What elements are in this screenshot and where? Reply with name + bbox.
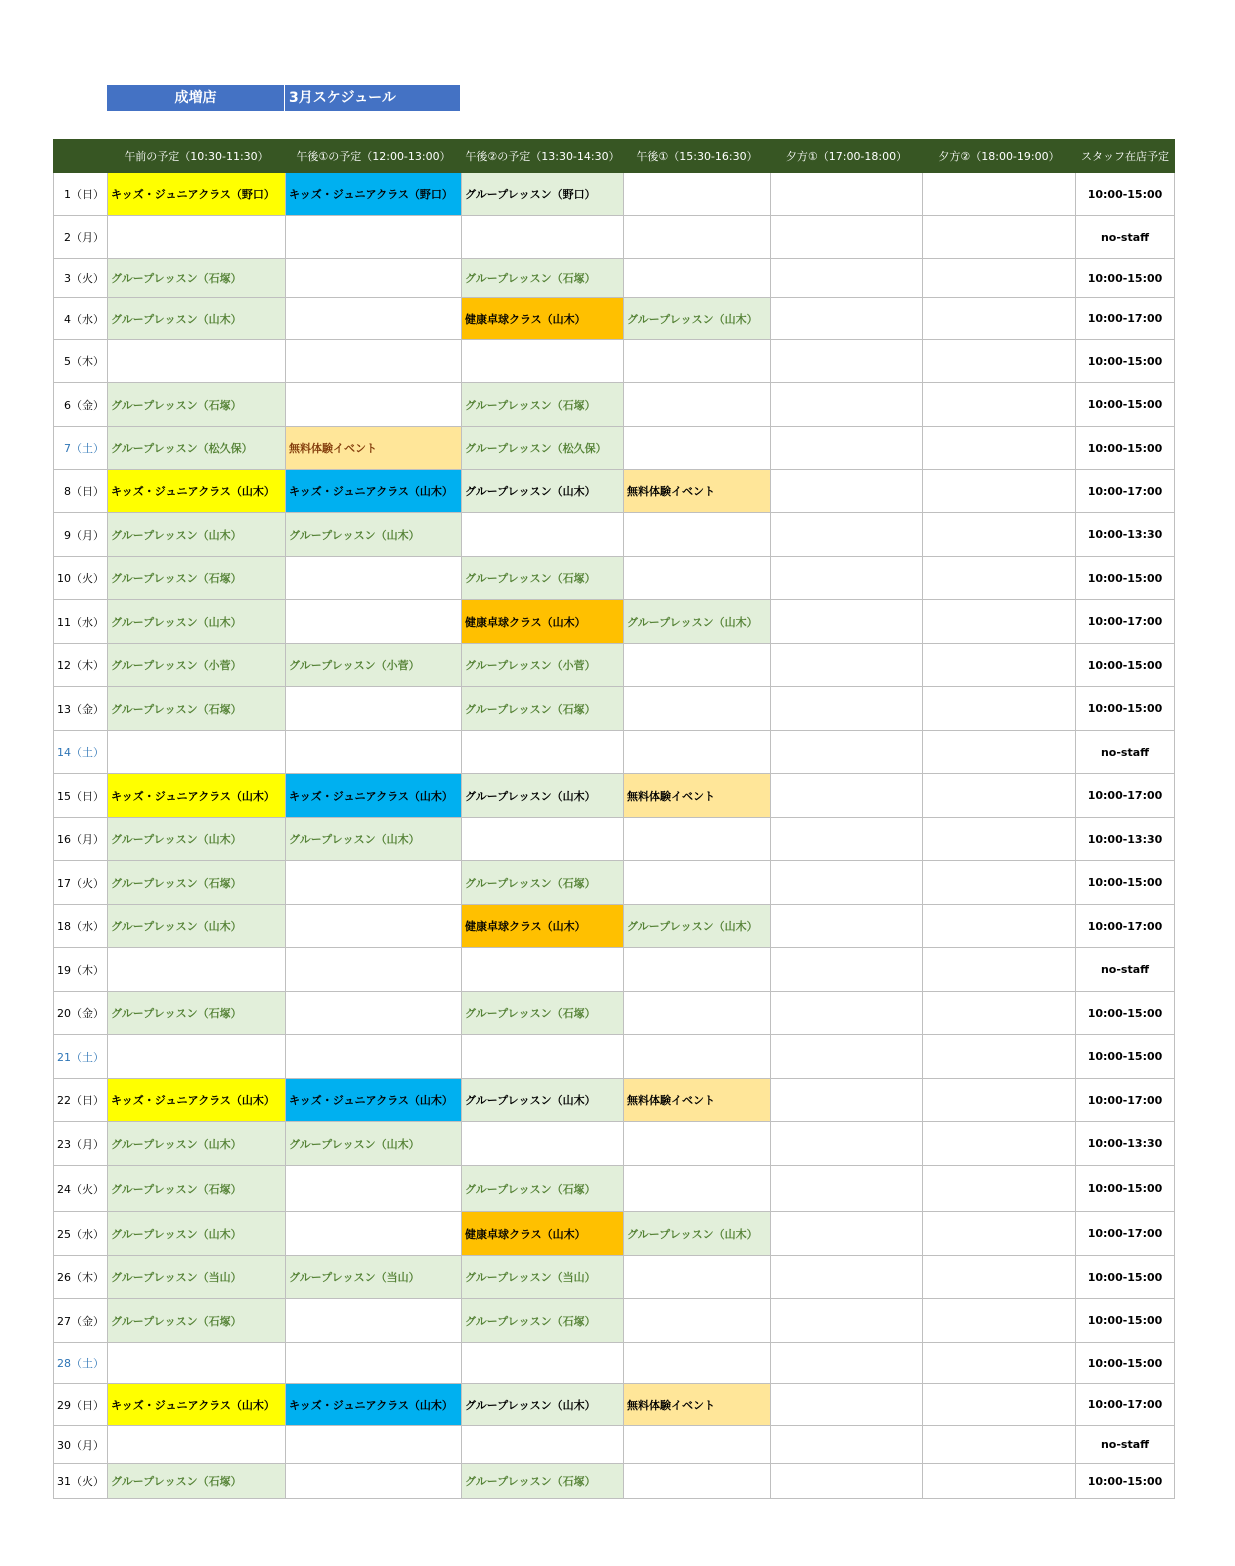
slot-cell: 健康卓球クラス（山木） (462, 1212, 624, 1256)
slot-cell: グループレッスン（山木） (286, 818, 462, 861)
slot-cell (771, 340, 923, 383)
table-row (54, 1256, 1175, 1299)
slot-cell: 健康卓球クラス（山木） (462, 298, 624, 340)
table-row (54, 298, 1175, 340)
slot-cell: グループレッスン（石塚） (462, 992, 624, 1035)
slot-cell (624, 513, 771, 557)
slot-cell (624, 731, 771, 774)
staff-hours-cell: 10:00-17:00 (1076, 298, 1175, 340)
slot-cell (286, 1426, 462, 1464)
table-row (54, 687, 1175, 731)
slot-cell (624, 1299, 771, 1343)
slot-cell (923, 1426, 1076, 1464)
slot-cell (624, 948, 771, 992)
staff-hours-cell: 10:00-15:00 (1076, 1343, 1175, 1384)
slot-cell (923, 600, 1076, 644)
staff-hours-cell: 10:00-15:00 (1076, 383, 1175, 427)
slot-cell (286, 340, 462, 383)
header-row (54, 140, 1175, 173)
day-cell: 15（日） (54, 774, 108, 818)
slot-cell (624, 1122, 771, 1166)
slot-cell: キッズ・ジュニアクラス（山木） (286, 1079, 462, 1122)
staff-hours-cell: 10:00-13:30 (1076, 513, 1175, 557)
table-row (54, 992, 1175, 1035)
slot-cell: グループレッスン（山木） (462, 1384, 624, 1426)
slot-cell (624, 1343, 771, 1384)
slot-cell (771, 992, 923, 1035)
day-cell: 30（月） (54, 1426, 108, 1464)
slot-cell (771, 644, 923, 687)
slot-cell (108, 1426, 286, 1464)
slot-cell (771, 905, 923, 948)
slot-cell (771, 818, 923, 861)
slot-cell (286, 600, 462, 644)
slot-cell (923, 731, 1076, 774)
day-cell: 5（木） (54, 340, 108, 383)
staff-hours-cell: no-staff (1076, 216, 1175, 259)
slot-cell: グループレッスン（石塚） (462, 861, 624, 905)
slot-cell: グループレッスン（石塚） (462, 1464, 624, 1499)
slot-cell (624, 173, 771, 216)
slot-cell: グループレッスン（小菅） (108, 644, 286, 687)
table-row (54, 600, 1175, 644)
slot-cell (286, 1166, 462, 1212)
slot-cell (923, 427, 1076, 470)
day-cell: 10（火） (54, 557, 108, 600)
staff-hours-cell: 10:00-17:00 (1076, 600, 1175, 644)
table-row (54, 1426, 1175, 1464)
slot-cell: 無料体験イベント (624, 1079, 771, 1122)
table-row (54, 905, 1175, 948)
table-row (54, 1464, 1175, 1499)
slot-cell (771, 259, 923, 298)
slot-cell (286, 259, 462, 298)
staff-hours-cell: no-staff (1076, 731, 1175, 774)
slot-cell (108, 340, 286, 383)
table-row (54, 470, 1175, 513)
day-cell: 26（木） (54, 1256, 108, 1299)
slot-cell (771, 731, 923, 774)
header-morning: 午前の予定（10:30-11:30） (108, 140, 286, 173)
slot-cell (923, 1166, 1076, 1212)
table-row (54, 644, 1175, 687)
staff-hours-cell: 10:00-17:00 (1076, 470, 1175, 513)
table-row (54, 1166, 1175, 1212)
staff-hours-cell: 10:00-15:00 (1076, 992, 1175, 1035)
table-row (54, 1212, 1175, 1256)
day-cell: 31（火） (54, 1464, 108, 1499)
staff-hours-cell: 10:00-15:00 (1076, 173, 1175, 216)
schedule-body (54, 173, 1175, 1499)
slot-cell: グループレッスン（石塚） (462, 1166, 624, 1212)
slot-cell (771, 861, 923, 905)
slot-cell (923, 1384, 1076, 1426)
slot-cell: キッズ・ジュニアクラス（山木） (108, 1384, 286, 1426)
day-cell: 8（日） (54, 470, 108, 513)
slot-cell (108, 948, 286, 992)
slot-cell (624, 818, 771, 861)
staff-hours-cell: no-staff (1076, 948, 1175, 992)
staff-hours-cell: 10:00-15:00 (1076, 1256, 1175, 1299)
staff-hours-cell: 10:00-15:00 (1076, 427, 1175, 470)
slot-cell (923, 687, 1076, 731)
slot-cell: グループレッスン（石塚） (108, 687, 286, 731)
slot-cell (624, 340, 771, 383)
slot-cell: キッズ・ジュニアクラス（山木） (286, 1384, 462, 1426)
slot-cell (923, 1212, 1076, 1256)
table-row (54, 818, 1175, 861)
slot-cell (286, 1299, 462, 1343)
slot-cell: グループレッスン（山木） (286, 1122, 462, 1166)
slot-cell: グループレッスン（当山） (462, 1256, 624, 1299)
header-afternoon-1: 午後①の予定（12:00-13:00） (286, 140, 462, 173)
slot-cell (771, 470, 923, 513)
day-cell: 6（金） (54, 383, 108, 427)
slot-cell: グループレッスン（石塚） (462, 259, 624, 298)
day-cell: 12（木） (54, 644, 108, 687)
staff-hours-cell: 10:00-17:00 (1076, 774, 1175, 818)
slot-cell (771, 1035, 923, 1079)
slot-cell: グループレッスン（小菅） (286, 644, 462, 687)
table-row (54, 259, 1175, 298)
day-cell: 22（日） (54, 1079, 108, 1122)
slot-cell (771, 1079, 923, 1122)
slot-cell (923, 1299, 1076, 1343)
slot-cell (923, 905, 1076, 948)
slot-cell: グループレッスン（石塚） (462, 1299, 624, 1343)
slot-cell: グループレッスン（山木） (108, 513, 286, 557)
slot-cell (286, 992, 462, 1035)
staff-hours-cell: 10:00-17:00 (1076, 1212, 1175, 1256)
slot-cell: キッズ・ジュニアクラス（野口） (286, 173, 462, 216)
slot-cell (624, 644, 771, 687)
slot-cell (771, 557, 923, 600)
slot-cell: 無料体験イベント (624, 1384, 771, 1426)
slot-cell (771, 298, 923, 340)
slot-cell (771, 216, 923, 259)
slot-cell (771, 1299, 923, 1343)
slot-cell: グループレッスン（石塚） (108, 557, 286, 600)
day-cell: 9（月） (54, 513, 108, 557)
day-cell: 4（水） (54, 298, 108, 340)
slot-cell (286, 948, 462, 992)
slot-cell (462, 818, 624, 861)
day-cell: 27（金） (54, 1299, 108, 1343)
header-evening-1: 夕方①（17:00-18:00） (771, 140, 923, 173)
slot-cell: 無料体験イベント (624, 774, 771, 818)
slot-cell (923, 818, 1076, 861)
slot-cell: グループレッスン（石塚） (462, 557, 624, 600)
slot-cell (286, 861, 462, 905)
slot-cell (771, 1166, 923, 1212)
slot-cell (624, 992, 771, 1035)
slot-cell (923, 557, 1076, 600)
day-cell: 14（土） (54, 731, 108, 774)
slot-cell (771, 687, 923, 731)
slot-cell (624, 687, 771, 731)
slot-cell: キッズ・ジュニアクラス（野口） (108, 173, 286, 216)
slot-cell: グループレッスン（山木） (624, 600, 771, 644)
slot-cell: グループレッスン（野口） (462, 173, 624, 216)
slot-cell (624, 1035, 771, 1079)
slot-cell: グループレッスン（山木） (624, 905, 771, 948)
slot-cell (771, 1384, 923, 1426)
slot-cell (108, 731, 286, 774)
table-row (54, 1299, 1175, 1343)
slot-cell (771, 427, 923, 470)
slot-cell (923, 861, 1076, 905)
slot-cell: グループレッスン（石塚） (108, 1166, 286, 1212)
slot-cell: キッズ・ジュニアクラス（山木） (108, 774, 286, 818)
slot-cell (624, 861, 771, 905)
staff-hours-cell: 10:00-15:00 (1076, 340, 1175, 383)
slot-cell (923, 1256, 1076, 1299)
table-row (54, 1079, 1175, 1122)
slot-cell (462, 513, 624, 557)
slot-cell (923, 513, 1076, 557)
staff-hours-cell: 10:00-15:00 (1076, 557, 1175, 600)
staff-hours-cell: 10:00-15:00 (1076, 1166, 1175, 1212)
slot-cell (923, 259, 1076, 298)
staff-hours-cell: 10:00-15:00 (1076, 1299, 1175, 1343)
slot-cell: グループレッスン（松久保） (462, 427, 624, 470)
table-row (54, 383, 1175, 427)
slot-cell (286, 731, 462, 774)
day-cell: 11（水） (54, 600, 108, 644)
staff-hours-cell: 10:00-17:00 (1076, 1384, 1175, 1426)
slot-cell (771, 1212, 923, 1256)
slot-cell (923, 1079, 1076, 1122)
slot-cell: グループレッスン（石塚） (108, 861, 286, 905)
slot-cell: 健康卓球クラス（山木） (462, 600, 624, 644)
slot-cell (923, 948, 1076, 992)
schedule-table (53, 139, 1175, 1499)
slot-cell: グループレッスン（山木） (462, 774, 624, 818)
slot-cell (286, 1035, 462, 1079)
slot-cell: グループレッスン（山木） (108, 818, 286, 861)
slot-cell (286, 557, 462, 600)
day-cell: 2（月） (54, 216, 108, 259)
slot-cell (923, 644, 1076, 687)
table-row (54, 1122, 1175, 1166)
slot-cell: グループレッスン（山木） (108, 1212, 286, 1256)
header-day (54, 140, 108, 173)
slot-cell (108, 216, 286, 259)
day-cell: 1（日） (54, 173, 108, 216)
slot-cell: グループレッスン（山木） (462, 470, 624, 513)
slot-cell (923, 992, 1076, 1035)
day-cell: 3（火） (54, 259, 108, 298)
slot-cell: グループレッスン（当山） (108, 1256, 286, 1299)
staff-hours-cell: 10:00-13:30 (1076, 818, 1175, 861)
slot-cell (923, 173, 1076, 216)
slot-cell: グループレッスン（石塚） (462, 383, 624, 427)
slot-cell (624, 1166, 771, 1212)
slot-cell (624, 1464, 771, 1499)
day-cell: 16（月） (54, 818, 108, 861)
store-name: 成増店 (107, 85, 285, 111)
day-cell: 29（日） (54, 1384, 108, 1426)
staff-hours-cell: 10:00-13:30 (1076, 1122, 1175, 1166)
staff-hours-cell: 10:00-15:00 (1076, 1035, 1175, 1079)
slot-cell (462, 1343, 624, 1384)
slot-cell (923, 216, 1076, 259)
slot-cell: グループレッスン（山木） (108, 600, 286, 644)
day-cell: 17（火） (54, 861, 108, 905)
day-cell: 28（土） (54, 1343, 108, 1384)
slot-cell: グループレッスン（小菅） (462, 644, 624, 687)
slot-cell: グループレッスン（山木） (286, 513, 462, 557)
slot-cell (624, 557, 771, 600)
slot-cell (923, 774, 1076, 818)
slot-cell (286, 905, 462, 948)
slot-cell: キッズ・ジュニアクラス（山木） (108, 1079, 286, 1122)
staff-hours-cell: no-staff (1076, 1426, 1175, 1464)
slot-cell (771, 1426, 923, 1464)
slot-cell (923, 340, 1076, 383)
staff-hours-cell: 10:00-15:00 (1076, 861, 1175, 905)
slot-cell (923, 383, 1076, 427)
staff-hours-cell: 10:00-15:00 (1076, 1464, 1175, 1499)
slot-cell (462, 340, 624, 383)
slot-cell: 無料体験イベント (624, 470, 771, 513)
slot-cell (286, 383, 462, 427)
slot-cell (286, 687, 462, 731)
slot-cell (624, 1426, 771, 1464)
table-row (54, 1035, 1175, 1079)
slot-cell (624, 259, 771, 298)
header-afternoon-3: 午後①（15:30-16:30） (624, 140, 771, 173)
slot-cell: グループレッスン（山木） (108, 1122, 286, 1166)
header-afternoon-2: 午後②の予定（13:30-14:30） (462, 140, 624, 173)
slot-cell (108, 1343, 286, 1384)
slot-cell (771, 383, 923, 427)
slot-cell (462, 731, 624, 774)
slot-cell (462, 216, 624, 259)
table-row (54, 731, 1175, 774)
slot-cell (771, 173, 923, 216)
table-row (54, 774, 1175, 818)
slot-cell (771, 1343, 923, 1384)
table-row (54, 173, 1175, 216)
slot-cell: グループレッスン（山木） (108, 905, 286, 948)
slot-cell (923, 1343, 1076, 1384)
day-cell: 23（月） (54, 1122, 108, 1166)
slot-cell (771, 600, 923, 644)
day-cell: 20（金） (54, 992, 108, 1035)
slot-cell (771, 1464, 923, 1499)
slot-cell (923, 470, 1076, 513)
slot-cell (108, 1035, 286, 1079)
slot-cell (462, 1122, 624, 1166)
slot-cell: グループレッスン（石塚） (108, 992, 286, 1035)
slot-cell (923, 1035, 1076, 1079)
table-row (54, 513, 1175, 557)
slot-cell: 健康卓球クラス（山木） (462, 905, 624, 948)
slot-cell: グループレッスン（山木） (108, 298, 286, 340)
slot-cell (624, 427, 771, 470)
table-row (54, 1343, 1175, 1384)
day-cell: 25（水） (54, 1212, 108, 1256)
slot-cell (286, 1343, 462, 1384)
slot-cell (771, 513, 923, 557)
day-cell: 21（土） (54, 1035, 108, 1079)
table-row (54, 1384, 1175, 1426)
staff-hours-cell: 10:00-17:00 (1076, 1079, 1175, 1122)
day-cell: 13（金） (54, 687, 108, 731)
table-row (54, 861, 1175, 905)
staff-hours-cell: 10:00-15:00 (1076, 644, 1175, 687)
slot-cell (771, 774, 923, 818)
header-staff: スタッフ在店予定 (1076, 140, 1175, 173)
slot-cell: グループレッスン（山木） (624, 1212, 771, 1256)
slot-cell: 無料体験イベント (286, 427, 462, 470)
slot-cell: キッズ・ジュニアクラス（山木） (108, 470, 286, 513)
slot-cell (624, 216, 771, 259)
slot-cell: グループレッスン（山木） (624, 298, 771, 340)
slot-cell (624, 1256, 771, 1299)
slot-cell: グループレッスン（松久保） (108, 427, 286, 470)
slot-cell (286, 298, 462, 340)
day-cell: 19（木） (54, 948, 108, 992)
table-row (54, 216, 1175, 259)
slot-cell (286, 1212, 462, 1256)
day-cell: 7（土） (54, 427, 108, 470)
slot-cell (923, 1464, 1076, 1499)
slot-cell (923, 298, 1076, 340)
slot-cell: グループレッスン（石塚） (108, 383, 286, 427)
slot-cell (771, 1122, 923, 1166)
slot-cell (462, 1035, 624, 1079)
table-row (54, 948, 1175, 992)
slot-cell: グループレッスン（山木） (462, 1079, 624, 1122)
staff-hours-cell: 10:00-17:00 (1076, 905, 1175, 948)
slot-cell (462, 948, 624, 992)
slot-cell: キッズ・ジュニアクラス（山木） (286, 470, 462, 513)
schedule-title-bar (107, 85, 460, 111)
table-row (54, 427, 1175, 470)
slot-cell: キッズ・ジュニアクラス（山木） (286, 774, 462, 818)
slot-cell (462, 1426, 624, 1464)
slot-cell (286, 1464, 462, 1499)
month-title: 3月スケジュール (285, 85, 460, 111)
slot-cell: グループレッスン（石塚） (462, 687, 624, 731)
staff-hours-cell: 10:00-15:00 (1076, 259, 1175, 298)
slot-cell (286, 216, 462, 259)
slot-cell: グループレッスン（石塚） (108, 1464, 286, 1499)
slot-cell (771, 1256, 923, 1299)
staff-hours-cell: 10:00-15:00 (1076, 687, 1175, 731)
slot-cell: グループレッスン（石塚） (108, 1299, 286, 1343)
slot-cell (624, 383, 771, 427)
day-cell: 18（水） (54, 905, 108, 948)
slot-cell: グループレッスン（石塚） (108, 259, 286, 298)
table-row (54, 557, 1175, 600)
table-row (54, 340, 1175, 383)
day-cell: 24（火） (54, 1166, 108, 1212)
slot-cell (923, 1122, 1076, 1166)
slot-cell (771, 948, 923, 992)
header-evening-2: 夕方②（18:00-19:00） (923, 140, 1076, 173)
slot-cell: グループレッスン（当山） (286, 1256, 462, 1299)
